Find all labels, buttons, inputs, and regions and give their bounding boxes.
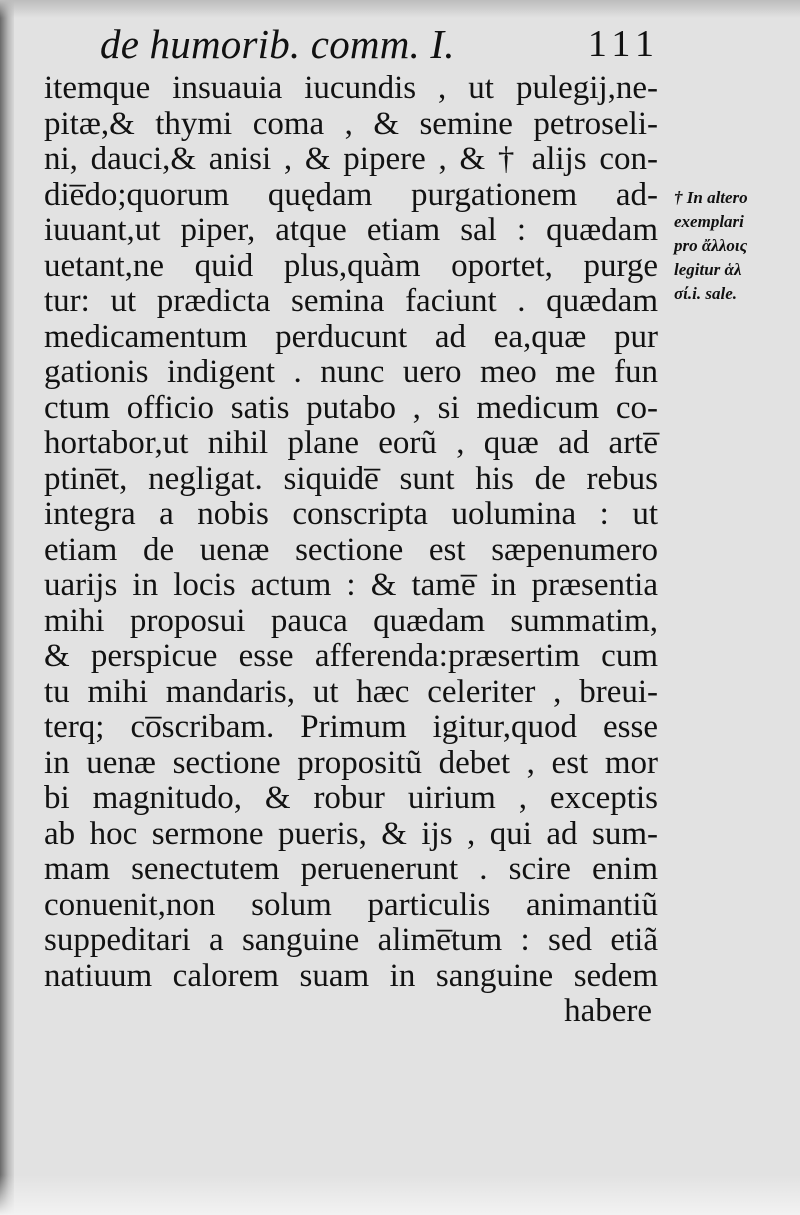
text-line: ctum officio satis putabo , si medicum co- [44,389,658,426]
text-line: mam senectutem peruenerunt . scire enim [44,851,658,887]
text-line: tur: ut prædicta semina faciunt . quædam [44,283,658,319]
text-line: & perspicue esse afferenda:præsertim cum [44,638,658,674]
marginal-note-line: exemplari [674,212,744,231]
text-line: iuuant,ut piper, atque etiam sal : quædam [44,212,658,248]
text-line: bi magnitudo, & robur uirium , exceptis [44,780,658,816]
text-line: gationis indigent . nunc uero meo me fun [44,354,658,390]
marginal-note-line: legitur ἁλ [674,260,742,279]
marginal-note-line: † In altero [674,188,748,207]
marginal-note-line: pro ἄλλοις [674,236,748,255]
page-number: 111 [587,23,660,65]
text-line: tu mihi mandaris, ut hæc celeriter , breui- [44,673,658,710]
text-line: pitæ,& thymi coma , & semine petroseli- [44,105,658,142]
text-line: itemque insuauia iucundis , ut pulegij,ne- [44,70,658,106]
text-line: natiuum calorem suam in sanguine sedem [44,957,658,994]
text-line: conuenit,non solum particulis animantiũ [44,886,658,923]
text-line: ni, dauci,& anisi , & pipere , & † alijs con- [44,141,658,177]
text-line: ab hoc sermone pueris, & ijs , qui ad sum- [44,815,658,852]
page-gutter-shadow [0,0,14,1215]
text-line: uetant,ne quid plus,quàm oportet, purge [44,247,658,284]
marginal-note-line: σί.i. sale. [674,284,737,303]
text-line: hortabor,ut nihil plane eorũ , quæ ad arte̅ [44,425,658,461]
text-line: uarijs in locis actum : & tame̅ in præsentia [44,567,658,603]
text-line: suppeditari a sanguine alime̅tum : sed etiã [44,922,658,958]
text-line: mihi proposui pauca quædam summatim, [44,602,658,639]
running-title: de humorib. comm. I. [100,21,455,67]
marginal-note [674,186,794,306]
text-line: integra a nobis conscripta uolumina : ut [44,496,658,532]
page-header [100,20,660,68]
page-bottom-fade [0,1175,800,1215]
text-line: terq; co̅scribam. Primum igitur,quod esse [44,709,658,745]
catchword: habere [564,993,652,1029]
page-top-shadow [0,0,800,18]
body-text [44,71,658,1030]
text-line: in uenæ sectione propositũ debet , est mor [44,744,658,781]
text-line: ptine̅t, negligat. siquide̅ sunt his de rebus [44,460,658,497]
text-line: etiam de uenæ sectione est sæpenumero [44,531,658,568]
text-line: medicamentum perducunt ad ea,quæ pur [44,318,658,355]
text-line: die̅do;quorum quędam purgationem ad- [44,176,658,213]
